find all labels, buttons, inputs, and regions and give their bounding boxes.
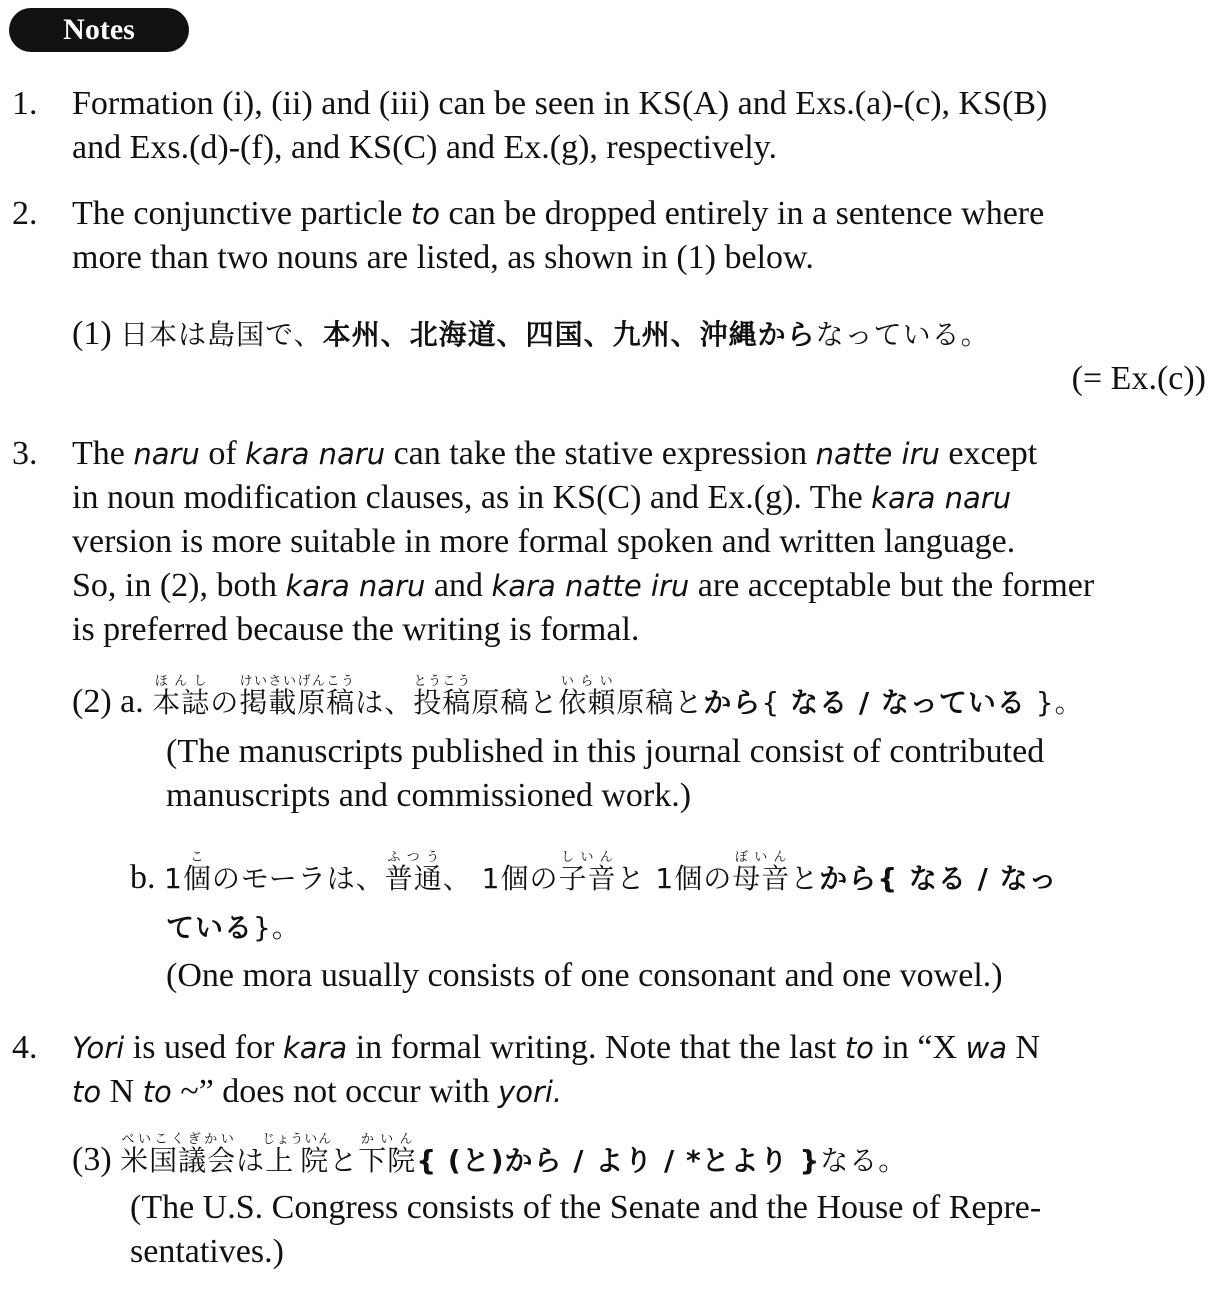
example-2b-continued: ている}。 (One mora usually consists of one consonant and one vowel.) <box>130 906 1206 998</box>
note-number: 1. <box>12 85 38 122</box>
note-3-text: The naru of kara naru can take the stative expression natte iru except in noun modification clauses, as in KS(C) and Ex.(g). The kara naru version is more suitable in more formal spoken and written language. So, in (2), both kara naru and kara natte iru are acceptable but the former is preferred because the writing is formal. <box>72 435 1095 648</box>
note-1-text: Formation (i), (ii) and (iii) can be seen in KS(A) and Exs.(a)-(c), KS(B) and Exs.(d)-(f), and KS(C) and Ex.(g), respectively. <box>72 85 1048 166</box>
example-label: (1) <box>72 315 112 352</box>
notes-badge: Notes <box>9 8 189 52</box>
example-label: (2) a. <box>72 683 144 720</box>
example-2b <box>130 848 1206 998</box>
example-2a <box>72 672 1206 818</box>
note-4-text: Yori is used for kara in formal writing. Note that the last to in “X wa N to N to ~” does not occur with yori. <box>72 1029 1041 1110</box>
example-3 <box>72 1130 1206 1274</box>
example-label: (3) <box>72 1141 112 1178</box>
example-2a-japanese: 本誌ほんしの掲載原稿けいさいげんこうは、投稿とうこう原稿と依頼いらい原稿とから{ なる / なっている }。 <box>152 674 1084 719</box>
example-reference: (= Ex.(c)) <box>1071 360 1206 397</box>
note-2-text: The conjunctive particle to can be dropped entirely in a sentence where more than two nouns are listed, as shown in (1) below. <box>72 195 1045 276</box>
example-2b-japanese: 1個このモーラは、普通ふつう、 1個の子音しいんと 1個の母音ぼいんとから{ なる / なっ <box>164 850 1058 895</box>
example-1 <box>72 312 1206 401</box>
note-number: 3. <box>12 435 38 472</box>
note-number: 2. <box>12 195 38 232</box>
example-2a-translation: (The manuscripts published in this journal consist of contributed manuscripts and commissioned work.) <box>166 733 1045 814</box>
example-2b-translation: (One mora usually consists of one consonant and one vowel.) <box>166 957 1003 994</box>
example-1-japanese: 日本は島国で、本州、北海道、四国、九州、沖縄からなっている。 <box>120 318 990 351</box>
example-label: b. <box>130 859 156 896</box>
note-number: 4. <box>12 1029 38 1066</box>
example-3-translation: (The U.S. Congress consists of the Senate and the House of Repre- sentatives.) <box>130 1189 1042 1270</box>
example-3-japanese: 米国議会べいこくぎかいは上院じょういんと下院かいん{ (と)から / より / *とより }なる。 <box>120 1132 908 1177</box>
